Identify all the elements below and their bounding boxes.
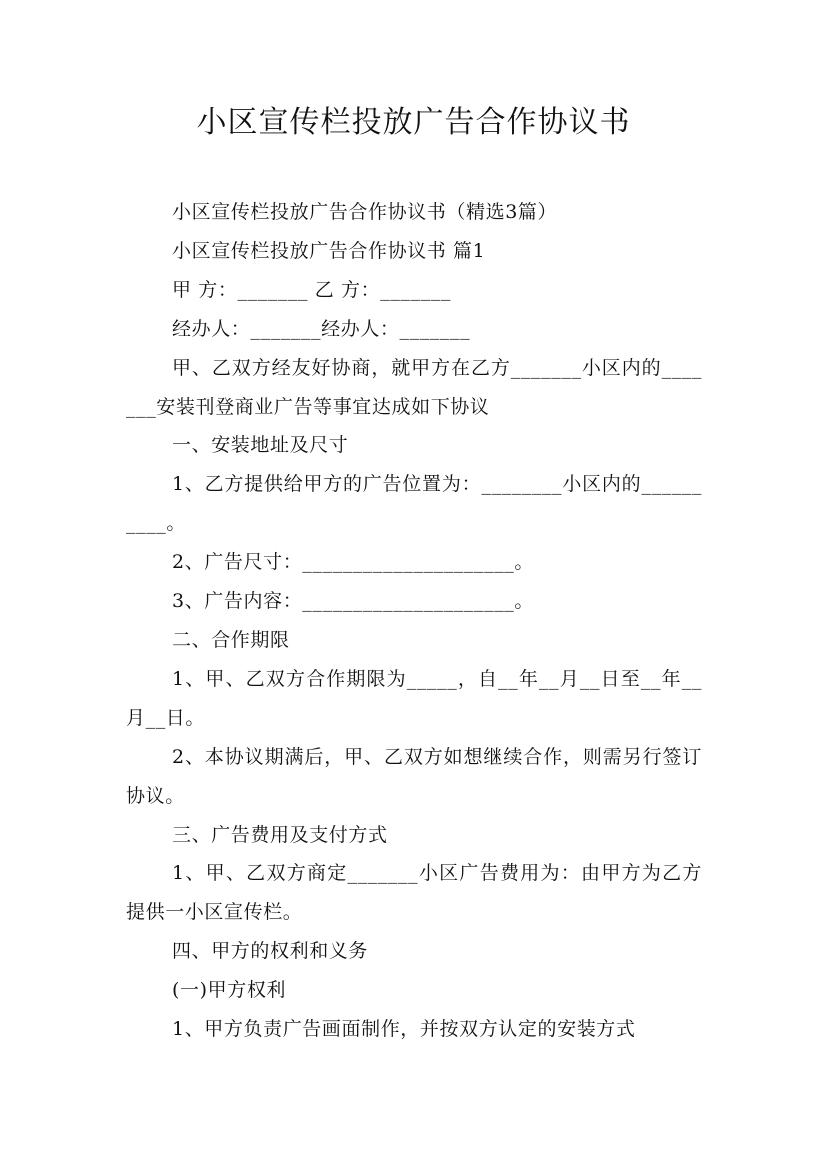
paragraph-part-heading: 小区宣传栏投放广告合作协议书 篇1 bbox=[172, 239, 486, 262]
paragraph-preamble: 甲、乙双方经友好协商，就甲方在乙方_______小区内的_______安装刊登商业广告等事宜达成如下协议 bbox=[126, 356, 702, 418]
paragraph-clause-1-2: 2、广告尺寸：_____________________。 bbox=[172, 551, 534, 574]
section-heading-2: 二、合作期限 bbox=[172, 628, 290, 651]
section-heading-3: 三、广告费用及支付方式 bbox=[172, 823, 388, 846]
paragraph-clause-2-2: 2、本协议期满后，甲、乙双方如想继续合作，则需另行签订协议。 bbox=[126, 745, 702, 807]
paragraph-clause-1-1: 1、乙方提供给甲方的广告位置为：________小区内的__________。 bbox=[126, 473, 702, 535]
paragraph-parties: 甲 方：_______ 乙 方：_______ bbox=[172, 278, 451, 301]
paragraph-clause-2-1: 1、甲、乙双方合作期限为_____，自__年__月__日至__年__ 月__日。 bbox=[126, 667, 702, 729]
subsection-heading-4-1: (一)甲方权利 bbox=[172, 979, 287, 1002]
paragraph-agents: 经办人：_______经办人：_______ bbox=[172, 317, 471, 340]
paragraph-clause-1-3: 3、广告内容：_____________________。 bbox=[172, 590, 534, 613]
document-body bbox=[126, 193, 702, 1049]
paragraph-subtitle: 小区宣传栏投放广告合作协议书（精选3篇） bbox=[172, 201, 558, 223]
paragraph-clause-3-1: 1、甲、乙双方商定_______小区广告费用为：由甲方为乙方提供一小区宣传栏。 bbox=[126, 862, 702, 924]
paragraph-clause-4-1-1: 1、甲方负责广告画面制作，并按双方认定的安装方式 bbox=[172, 1018, 636, 1041]
section-heading-1: 一、安装地址及尺寸 bbox=[172, 434, 349, 457]
section-heading-4: 四、甲方的权利和义务 bbox=[172, 940, 369, 963]
document-title: 小区宣传栏投放广告合作协议书 bbox=[196, 105, 631, 140]
